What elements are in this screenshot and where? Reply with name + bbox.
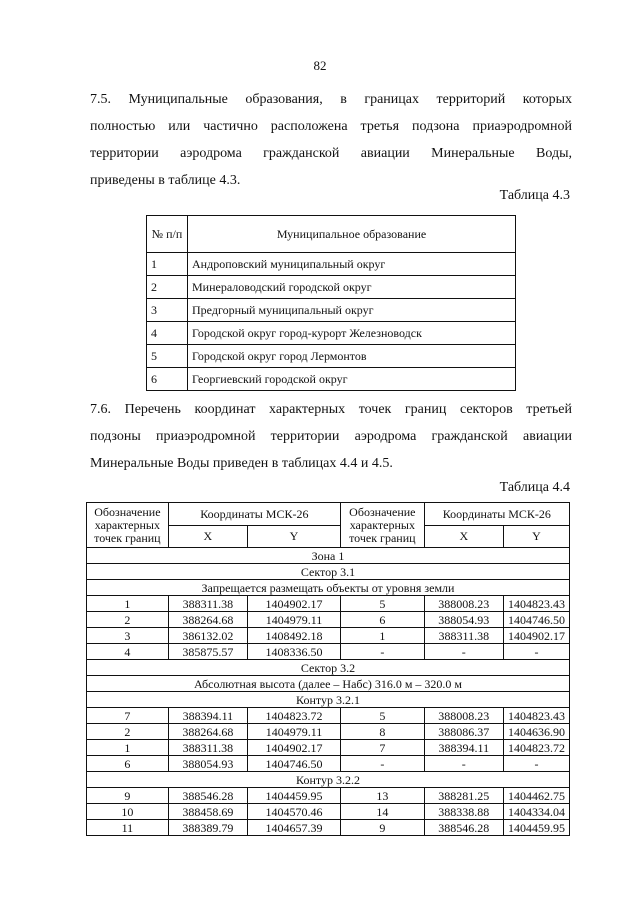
coord-y: 1408336.50 [248, 644, 341, 660]
coord-x: 388008.23 [424, 708, 503, 724]
row-municipality: Минераловодский городской округ [188, 276, 516, 299]
table-row [147, 253, 516, 276]
sector-note: Запрещается размещать объекты от уровня земли [87, 580, 570, 596]
table-row [147, 276, 516, 299]
coord-x: 388311.38 [424, 628, 503, 644]
table-row [87, 612, 570, 628]
header-coordinates: Координаты МСК-26 [168, 503, 340, 526]
sector-label: Сектор 3.2 [87, 660, 570, 676]
coord-y: 1404823.43 [503, 596, 569, 612]
row-number: 6 [147, 368, 188, 391]
point-id: 14 [341, 804, 425, 820]
paragraph-line: Минеральные Воды приведен в таблицах 4.4 и 4.5. [90, 456, 393, 471]
coord-y: 1404459.95 [248, 788, 341, 804]
table-4-3-caption: Таблица 4.3 [499, 188, 570, 203]
point-id: 2 [87, 724, 169, 740]
coord-x: 388546.28 [168, 788, 247, 804]
coord-y: 1404636.90 [503, 724, 569, 740]
contour-label: Контур 3.2.2 [87, 772, 570, 788]
point-id: 6 [341, 612, 425, 628]
row-number: 2 [147, 276, 188, 299]
coord-y: 1404902.17 [248, 740, 341, 756]
row-municipality: Предгорный муниципальный округ [188, 299, 516, 322]
zone-label: Зона 1 [87, 548, 570, 564]
paragraph-line: подзоны приаэродромной территории аэродрома гражданской авиации [90, 429, 572, 444]
paragraph-7-5 [90, 86, 572, 194]
point-id: 6 [87, 756, 169, 772]
coord-x: 388458.69 [168, 804, 247, 820]
coord-x: - [424, 644, 503, 660]
coord-y: 1404979.11 [248, 724, 341, 740]
row-municipality: Андроповский муниципальный округ [188, 253, 516, 276]
table-row [87, 628, 570, 644]
point-id: 7 [87, 708, 169, 724]
header-municipality: Муниципальное образование [188, 216, 516, 253]
contour-label: Контур 3.2.1 [87, 692, 570, 708]
table-4-4 [86, 502, 570, 836]
header-x: X [168, 525, 247, 548]
coord-x: 388281.25 [424, 788, 503, 804]
coord-y: 1408492.18 [248, 628, 341, 644]
coord-x: 388394.11 [168, 708, 247, 724]
row-municipality: Городской округ город Лермонтов [188, 345, 516, 368]
point-id: 8 [341, 724, 425, 740]
coord-x: 388338.88 [424, 804, 503, 820]
table-row [87, 596, 570, 612]
coord-x: 388311.38 [168, 596, 247, 612]
row-municipality: Городской округ город-курорт Железноводск [188, 322, 516, 345]
row-number: 3 [147, 299, 188, 322]
point-id: 9 [87, 788, 169, 804]
point-id: 7 [341, 740, 425, 756]
point-id: - [341, 756, 425, 772]
table-4-3 [146, 215, 516, 391]
coord-x: 388311.38 [168, 740, 247, 756]
coord-y: 1404462.75 [503, 788, 569, 804]
header-y: Y [503, 525, 569, 548]
coord-y: 1404746.50 [503, 612, 569, 628]
point-id: - [341, 644, 425, 660]
paragraph-line: территории аэродрома гражданской авиации Минеральные Воды, [90, 146, 572, 161]
coord-x: 385875.57 [168, 644, 247, 660]
sector-label: Сектор 3.1 [87, 564, 570, 580]
header-y: Y [248, 525, 341, 548]
table-header-row [87, 503, 570, 526]
point-id: 2 [87, 612, 169, 628]
header-number: № п/п [147, 216, 188, 253]
coord-y: 1404823.43 [503, 708, 569, 724]
point-id: 1 [87, 596, 169, 612]
table-row [87, 644, 570, 660]
contour-3-2-1-rows [87, 708, 570, 772]
paragraph-7-6 [90, 396, 572, 477]
point-id: 5 [341, 708, 425, 724]
coord-x: 388054.93 [424, 612, 503, 628]
coord-y: 1404570.46 [248, 804, 341, 820]
table-row [147, 299, 516, 322]
table-row [147, 345, 516, 368]
sector-note: Абсолютная высота (далее – Набс) 316.0 м – 320.0 м [87, 676, 570, 692]
coord-y: 1404334.04 [503, 804, 569, 820]
row-municipality: Георгиевский городской округ [188, 368, 516, 391]
contour-3-2-2-rows [87, 788, 570, 836]
paragraph-line: 7.6. Перечень координат характерных точек границ секторов третьей [90, 402, 572, 417]
table-header-row [147, 216, 516, 253]
coord-y: 1404657.39 [248, 820, 341, 836]
point-id: 10 [87, 804, 169, 820]
point-id: 1 [87, 740, 169, 756]
coord-y: 1404823.72 [248, 708, 341, 724]
table-row [87, 708, 570, 724]
header-point: Обозначение характерных точек границ [87, 503, 169, 548]
paragraph-line: 7.5. Муниципальные образования, в границах территорий которых [90, 92, 572, 107]
header-point: Обозначение характерных точек границ [341, 503, 425, 548]
coord-y: 1404979.11 [248, 612, 341, 628]
point-id: 9 [341, 820, 425, 836]
coord-x: - [424, 756, 503, 772]
coord-x: 388389.79 [168, 820, 247, 836]
point-id: 1 [341, 628, 425, 644]
point-id: 5 [341, 596, 425, 612]
coord-x: 388008.23 [424, 596, 503, 612]
point-id: 13 [341, 788, 425, 804]
coord-x: 388086.37 [424, 724, 503, 740]
sector-3-1-rows [87, 596, 570, 660]
table-row [87, 788, 570, 804]
coord-y: - [503, 644, 569, 660]
coord-x: 388264.68 [168, 612, 247, 628]
table-row [147, 368, 516, 391]
table-row [147, 322, 516, 345]
point-id: 11 [87, 820, 169, 836]
paragraph-line: приведены в таблице 4.3. [90, 173, 241, 188]
table-row [87, 724, 570, 740]
coord-y: 1404902.17 [248, 596, 341, 612]
page-number: 82 [313, 58, 327, 73]
point-id: 4 [87, 644, 169, 660]
coord-y: 1404902.17 [503, 628, 569, 644]
coord-y: 1404823.72 [503, 740, 569, 756]
coord-y: 1404746.50 [248, 756, 341, 772]
header-coordinates: Координаты МСК-26 [424, 503, 569, 526]
coord-x: 386132.02 [168, 628, 247, 644]
coord-x: 388546.28 [424, 820, 503, 836]
table-4-4-caption: Таблица 4.4 [499, 480, 570, 495]
row-number: 4 [147, 322, 188, 345]
header-x: X [424, 525, 503, 548]
paragraph-line: полностью или частично расположена третья подзона приаэродромной [90, 119, 572, 134]
table-row [87, 804, 570, 820]
coord-y: 1404459.95 [503, 820, 569, 836]
table-row [87, 740, 570, 756]
coord-y: - [503, 756, 569, 772]
row-number: 5 [147, 345, 188, 368]
row-number: 1 [147, 253, 188, 276]
coord-x: 388394.11 [424, 740, 503, 756]
point-id: 3 [87, 628, 169, 644]
table-row [87, 756, 570, 772]
coord-x: 388264.68 [168, 724, 247, 740]
table-row [87, 820, 570, 836]
coord-x: 388054.93 [168, 756, 247, 772]
